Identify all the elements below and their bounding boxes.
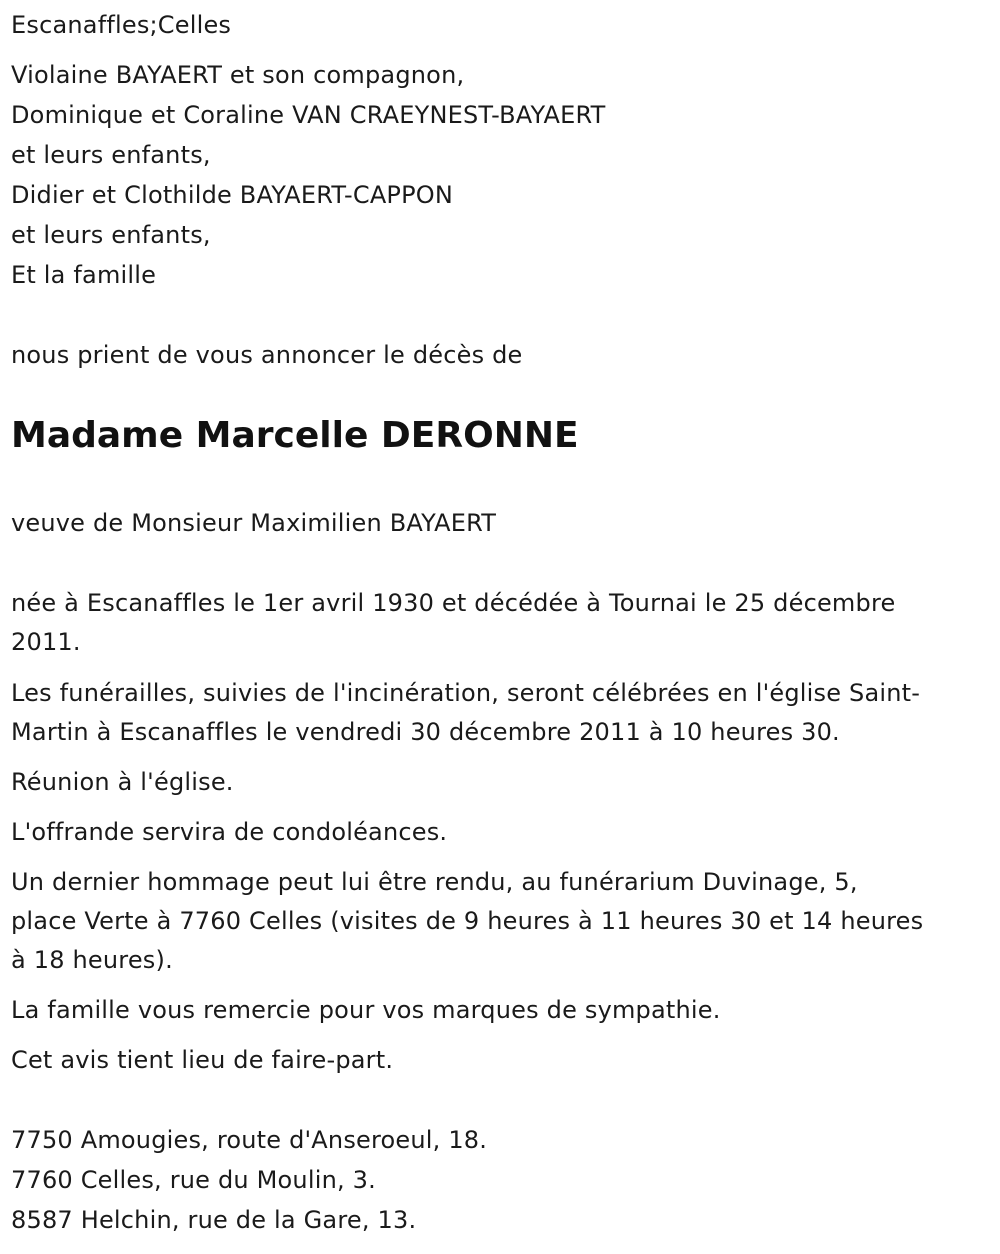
paragraph-line: née à Escanaffles le 1er avril 1930 et décédée à Tournai le 25 décembre bbox=[11, 589, 896, 617]
paragraph-line: Les funérailles, suivies de l'incinération, seront célébrées en l'église Saint- bbox=[11, 679, 921, 707]
deceased-name: Madame Marcelle DERONNE bbox=[11, 415, 579, 456]
paragraph-line: Un dernier hommage peut lui être rendu, au funérarium Duvinage, 5, bbox=[11, 868, 858, 896]
notice-text: Cet avis tient lieu de faire-part. bbox=[11, 1046, 394, 1074]
offering-text: L'offrande servira de condoléances. bbox=[11, 818, 448, 846]
family-line: Violaine BAYAERT et son compagnon, bbox=[11, 61, 465, 89]
paragraph-line: Martin à Escanaffles le vendredi 30 décembre 2011 à 10 heures 30. bbox=[11, 718, 840, 746]
family-line: et leurs enfants, bbox=[11, 221, 211, 249]
family-line: Dominique et Coraline VAN CRAEYNEST-BAYAERT bbox=[11, 101, 606, 129]
meeting-text: Réunion à l'église. bbox=[11, 768, 234, 796]
address-line: 8587 Helchin, rue de la Gare, 13. bbox=[11, 1206, 417, 1234]
paragraph-line: 2011. bbox=[11, 628, 81, 656]
paragraph-line: à 18 heures). bbox=[11, 946, 173, 974]
address-line: 7750 Amougies, route d'Anseroeul, 18. bbox=[11, 1126, 488, 1154]
thanks-text: La famille vous remercie pour vos marques de sympathie. bbox=[11, 996, 721, 1024]
widow-of-text: veuve de Monsieur Maximilien BAYAERT bbox=[11, 509, 497, 537]
address-line: 7760 Celles, rue du Moulin, 3. bbox=[11, 1166, 376, 1194]
family-line: et leurs enfants, bbox=[11, 141, 211, 169]
paragraph-line: place Verte à 7760 Celles (visites de 9 heures à 11 heures 30 et 14 heures bbox=[11, 907, 924, 935]
announcement-text: nous prient de vous annoncer le décès de bbox=[11, 341, 523, 369]
family-line: Didier et Clothilde BAYAERT-CAPPON bbox=[11, 181, 454, 209]
family-line: Et la famille bbox=[11, 261, 157, 289]
location-header: Escanaffles;Celles bbox=[11, 11, 232, 39]
